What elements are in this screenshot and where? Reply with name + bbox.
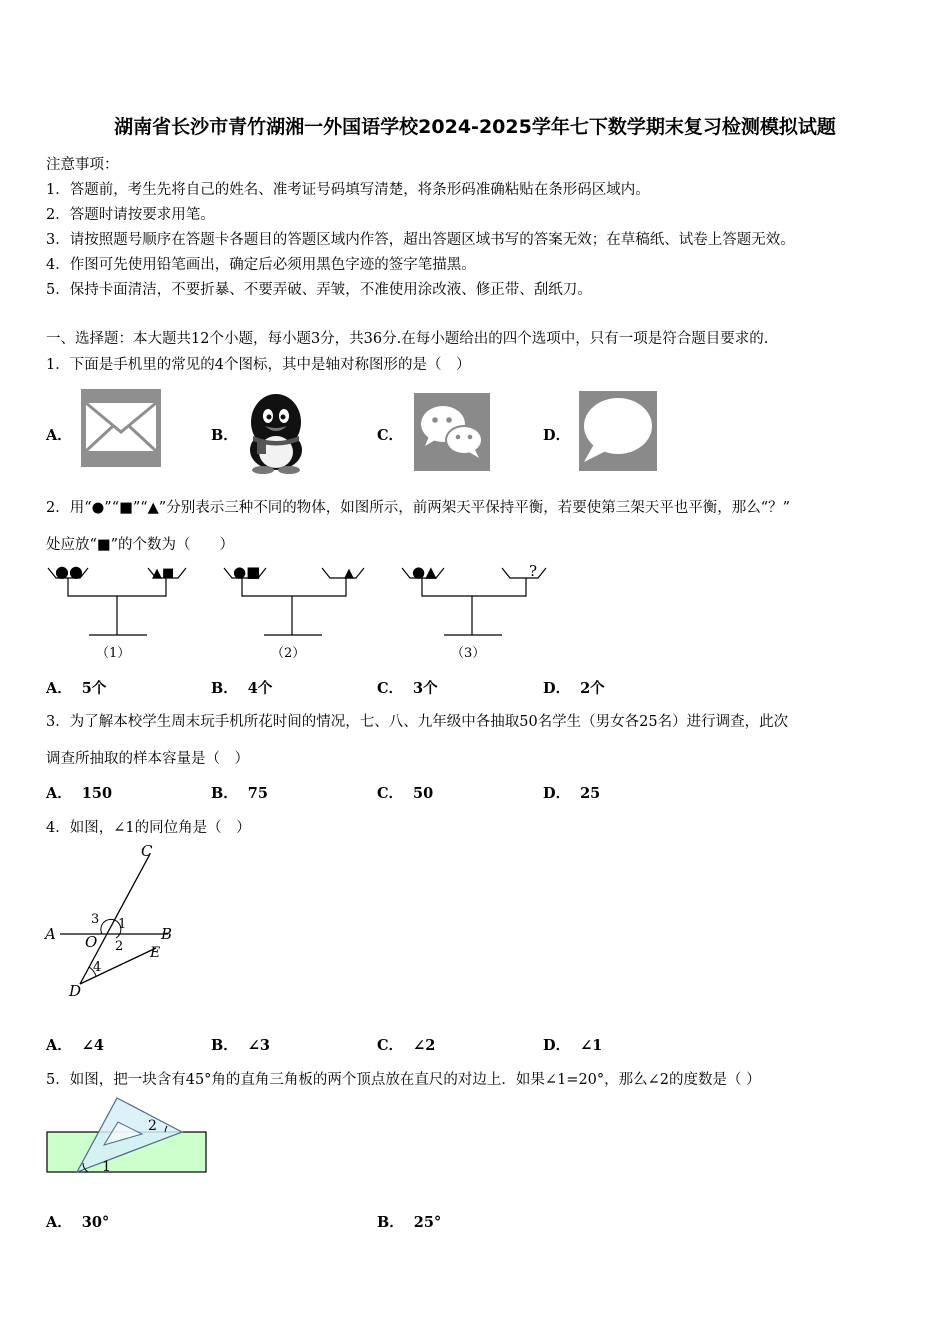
q1-option-c[interactable] — [377, 424, 403, 445]
q3-option-d[interactable] — [543, 782, 600, 803]
point-c-label: C — [141, 842, 153, 860]
q1-option-b[interactable] — [211, 424, 238, 445]
option-label: A． — [46, 680, 72, 697]
option-label: C． — [377, 680, 404, 697]
balance-1-caption: （1） — [96, 646, 131, 661]
option-value: ∠3 — [247, 1037, 271, 1054]
q3-option-b[interactable] — [211, 782, 268, 803]
envelope-icon — [80, 388, 162, 468]
q4-stem: 4．如图，∠1的同位角是（ ） — [46, 820, 251, 836]
notice-item-5: 5．保持卡面清洁，不要折暴、不要弄破、弄皱，不准使用涂改液、修正带、刮纸刀。 — [46, 282, 592, 298]
option-label: A． — [46, 427, 72, 444]
q2-option-b[interactable] — [211, 677, 272, 698]
option-label: B． — [211, 785, 238, 802]
q1-option-a[interactable] — [46, 424, 72, 445]
q1-stem: 1．下面是手机里的常见的4个图标，其中是轴对称图形的是（ ） — [46, 357, 471, 373]
balance-3-right: ? — [529, 562, 538, 580]
point-b-label: B — [161, 925, 173, 943]
q5-stem: 5．如图，把一块含有45°角的直角三角板的两个顶点放在直尺的对边上．如果∠1=20°，那么∠2的度数是（ ） — [46, 1072, 761, 1088]
option-label: B． — [211, 427, 238, 444]
q2-option-c[interactable] — [377, 677, 438, 698]
balance-1-left: ●● — [55, 562, 83, 581]
balance-2-right: ▲ — [344, 566, 354, 581]
q4-option-b[interactable] — [211, 1034, 270, 1055]
option-label: D． — [543, 785, 571, 802]
section-heading: 一、选择题：本大题共12个小题，每小题3分，共36分.在每小题给出的四个选项中，只有一项是符合题目要求的. — [46, 331, 769, 347]
page-title: 湖南省长沙市青竹湖湘一外国语学校2024-2025学年七下数学期末复习检测模拟试题 — [114, 116, 836, 138]
option-label: C． — [377, 427, 404, 444]
balance-1-right: ▲■ — [152, 566, 175, 581]
balance-3 — [402, 562, 546, 661]
q2-stem-line1: 2．用“●”“■”“▲”分别表示三种不同的物体，如图所示，前两架天平保持平衡，若要使第三架天平也平衡，那么“？” — [46, 500, 791, 516]
option-value: ∠4 — [81, 1037, 105, 1054]
q1-option-d[interactable] — [543, 424, 570, 445]
option-label: B． — [377, 1214, 404, 1231]
point-e-label: E — [150, 945, 161, 961]
point-d-label: D — [69, 982, 82, 1000]
option-value: 25 — [580, 785, 601, 802]
balance-1 — [48, 562, 186, 661]
q4-option-c[interactable] — [377, 1034, 435, 1055]
balance-figures — [44, 560, 564, 665]
option-value: 5个 — [81, 680, 107, 697]
q4-option-a[interactable] — [46, 1034, 104, 1055]
option-value: 30° — [81, 1214, 110, 1231]
option-label: C． — [377, 785, 404, 802]
option-value: 3个 — [413, 680, 438, 697]
balance-3-caption: （3） — [451, 646, 486, 661]
ruler-triangle-figure — [44, 1092, 214, 1178]
angle-1-label: 1 — [102, 1159, 111, 1175]
penguin-icon — [243, 392, 309, 474]
speech-bubble-icon — [578, 390, 658, 472]
q3-option-c[interactable] — [377, 782, 433, 803]
balance-3-left: ●▲ — [412, 563, 437, 581]
angle-2-label: 2 — [148, 1118, 157, 1134]
option-label: A． — [46, 1214, 72, 1231]
option-value: 75 — [247, 785, 268, 802]
q2-option-a[interactable] — [46, 677, 106, 698]
option-label: B． — [211, 680, 238, 697]
q5-option-b[interactable] — [377, 1211, 441, 1232]
balance-2-caption: （2） — [271, 646, 306, 661]
point-a-label: A — [45, 925, 56, 943]
angle-figure — [40, 840, 190, 1005]
option-label: A． — [46, 1037, 72, 1054]
notice-item-3: 3．请按照题号顺序在答题卡各题目的答题区域内作答，超出答题区域书写的答案无效；在草稿纸、试卷上答题无效。 — [46, 232, 795, 248]
option-label: B． — [211, 1037, 238, 1054]
notice-item-2: 2．答题时请按要求用笔。 — [46, 207, 215, 223]
angle-3-label: 3 — [91, 912, 100, 927]
wechat-icon — [413, 392, 491, 472]
notice-item-4: 4．作图可先使用铅笔画出，确定后必须用黑色字迹的签字笔描黑。 — [46, 257, 476, 273]
angle-2-label: 2 — [115, 939, 124, 954]
notice-item-1: 1．答题前，考生先将自己的姓名、准考证号码填写清楚，将条形码准确粘贴在条形码区域内。 — [46, 182, 650, 198]
balance-2-left: ●■ — [233, 563, 261, 581]
q2-option-d[interactable] — [543, 677, 605, 698]
option-value: 4个 — [247, 680, 273, 697]
option-label: D． — [543, 427, 571, 444]
q5-option-a[interactable] — [46, 1211, 109, 1232]
q2-stem-line2: 处应放“■”的个数为（ ） — [46, 537, 235, 553]
balance-2 — [224, 563, 364, 661]
option-label: C． — [377, 1037, 404, 1054]
option-label: D． — [543, 680, 571, 697]
option-value: ∠1 — [580, 1037, 603, 1054]
option-label: A． — [46, 785, 72, 802]
point-o-label: O — [85, 933, 98, 951]
angle-4-label: 4 — [93, 960, 102, 975]
option-value: ∠2 — [413, 1037, 436, 1054]
q3-stem-line1: 3．为了解本校学生周末玩手机所花时间的情况，七、八、九年级中各抽取50名学生（男女各25名）进行调查，此次 — [46, 714, 789, 730]
option-value: 150 — [81, 785, 113, 802]
q3-option-a[interactable] — [46, 782, 112, 803]
q4-option-d[interactable] — [543, 1034, 602, 1055]
angle-1-label: 1 — [118, 917, 127, 932]
option-value: 25° — [413, 1214, 442, 1231]
q3-stem-line2: 调查所抽取的样本容量是（ ） — [46, 751, 249, 767]
notice-heading: 注意事项： — [46, 157, 119, 173]
option-value: 2个 — [580, 680, 605, 697]
option-value: 50 — [413, 785, 434, 802]
option-label: D． — [543, 1037, 571, 1054]
